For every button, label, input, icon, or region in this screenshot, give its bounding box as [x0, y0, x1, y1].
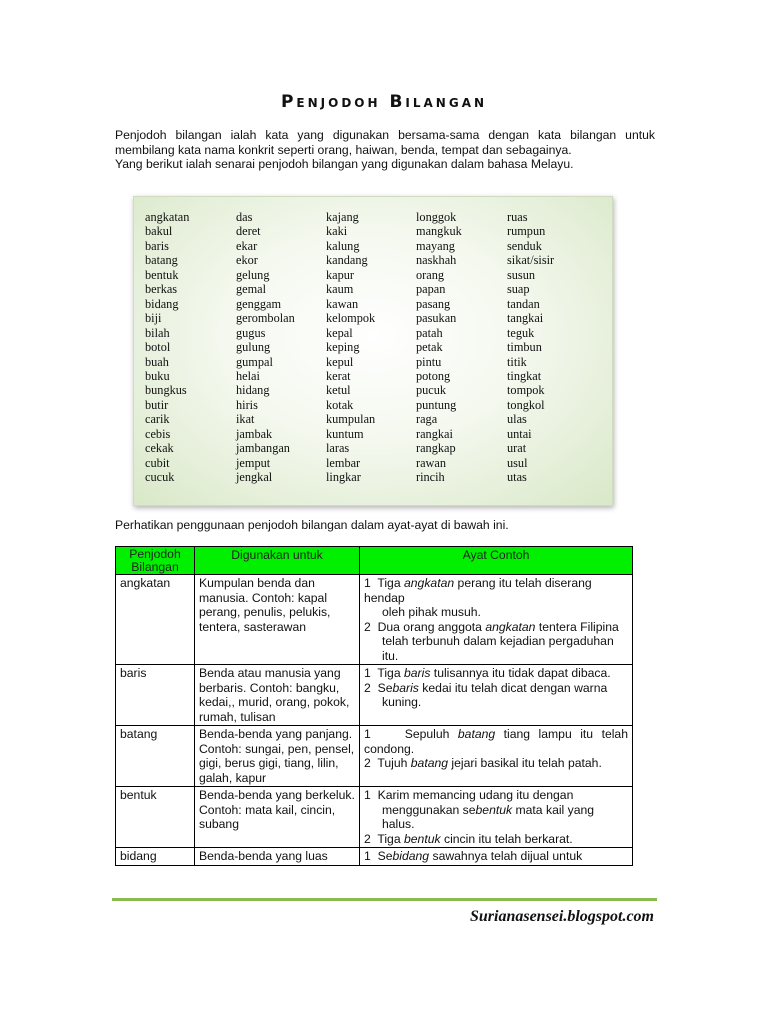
word-item: cebis [145, 426, 171, 441]
word-item: tongkol [507, 397, 545, 412]
word-item: kalung [326, 238, 360, 253]
word-list-box [133, 196, 613, 506]
row-examples [360, 575, 633, 665]
header-digunakan: Digunakan untuk [195, 547, 360, 575]
word-item: rawan [416, 455, 447, 470]
word-item: patah [416, 325, 443, 340]
word-item: hiris [236, 397, 258, 412]
word-item: gugus [236, 325, 266, 340]
table-row [116, 787, 633, 848]
word-item: kaki [326, 224, 348, 239]
word-item: jemput [236, 455, 271, 470]
example-line: 1 Sepuluh batang tiang lampu itu telah condong. [364, 727, 628, 756]
word-item: rincih [416, 470, 445, 485]
example-line: 2 Sebaris kedai itu telah dicat dengan warna [364, 680, 608, 695]
word-item: cubit [145, 455, 170, 470]
word-item: senduk [507, 238, 542, 253]
word-item: kepal [326, 325, 353, 340]
word-item: mayang [416, 238, 455, 253]
row-word: bentuk [116, 787, 195, 848]
word-item: ulas [507, 412, 527, 427]
word-item: longgok [416, 210, 457, 224]
word-item: lembar [326, 455, 361, 470]
word-item: rangkap [416, 441, 456, 456]
intro-text [115, 128, 655, 172]
word-item: mangkuk [416, 224, 462, 239]
word-item: kandang [326, 253, 368, 268]
word-item: usul [507, 455, 528, 470]
usage-table [115, 546, 633, 866]
word-item: kaum [326, 282, 354, 297]
row-examples [360, 726, 633, 787]
word-item: das [236, 210, 253, 224]
row-word: batang [116, 726, 195, 787]
word-item: susun [507, 267, 536, 282]
table-row [116, 848, 633, 866]
word-item: buah [145, 354, 169, 369]
word-item: batang [145, 253, 178, 268]
word-item: jambangan [236, 441, 290, 456]
word-item: kelompok [326, 311, 376, 326]
word-item: helai [236, 368, 260, 383]
example-line: 1 Tiga baris tulisannya itu tidak dapat dibaca. [364, 666, 611, 680]
word-item: ruas [507, 210, 528, 224]
word-item: angkatan [145, 210, 190, 224]
word-item: tangkai [507, 311, 544, 326]
word-item: botol [145, 340, 171, 355]
word-item: teguk [507, 325, 535, 340]
example-line: 2 Tiga bentuk cincin itu telah berkarat. [364, 831, 573, 846]
word-item: potong [416, 368, 451, 383]
word-column-4 [416, 210, 462, 485]
word-item: orang [416, 267, 444, 282]
word-item: sikat/sisir [507, 253, 555, 268]
example-line: 1 Tiga angkatan perang itu telah diserang hendap [364, 576, 592, 605]
word-item: berkas [145, 282, 178, 297]
word-item: ketul [326, 383, 351, 398]
word-item: deret [236, 224, 261, 239]
word-item: pintu [416, 354, 442, 369]
word-item: kapur [326, 267, 354, 282]
table-row [116, 726, 633, 787]
example-line: kuning. [382, 695, 422, 709]
row-usage: Benda-benda yang panjang. Contoh: sungai, pen, pensel, gigi, berus gigi, tiang, lilin, galah, kapur [195, 726, 360, 787]
intro-list-caption: Yang berikut ialah senarai penjodoh bilangan yang digunakan dalam bahasa Melayu. [115, 157, 574, 171]
word-item: kajang [326, 210, 359, 224]
intro-definition: Penjodoh bilangan ialah kata yang digunakan bersama-sama dengan kata bilangan untuk membilang kata nama konkrit seperti orang, haiwan, benda, tempat dan sebagainya. [115, 128, 655, 157]
word-item: baris [145, 238, 169, 253]
row-examples [360, 787, 633, 848]
word-column-1 [145, 210, 189, 485]
table-header-row [116, 547, 633, 575]
word-item: ekar [236, 238, 258, 253]
word-item: bungkus [145, 383, 187, 398]
word-item: bilah [145, 325, 170, 340]
word-item: jengkal [236, 470, 273, 485]
example-line: 2 Tujuh batang jejari basikal itu telah patah. [364, 756, 602, 770]
word-item: kuntum [326, 426, 364, 441]
word-item: pasang [416, 296, 451, 311]
word-item: rumpun [507, 224, 546, 239]
row-usage: Kumpulan benda dan manusia. Contoh: kapal perang, penulis, pelukis, tentera, sasterawan [195, 575, 360, 665]
word-item: buku [145, 368, 170, 383]
word-item: tandan [507, 296, 540, 311]
word-item: kerat [326, 368, 351, 383]
word-item: hidang [236, 383, 270, 398]
row-usage: Benda-benda yang luas [195, 848, 360, 866]
word-item: papan [416, 282, 446, 297]
example-line: 2 Dua orang anggota angkatan tentera Filipina [364, 619, 619, 634]
word-item: tompok [507, 383, 545, 398]
footer-divider [112, 898, 657, 901]
example-line: 1 Sebidang sawahnya telah dijual untuk [364, 849, 583, 863]
word-item: genggam [236, 296, 282, 311]
word-item: timbun [507, 340, 542, 355]
word-column-5 [507, 210, 554, 485]
word-item: kawan [326, 296, 359, 311]
word-item: tingkat [507, 368, 542, 383]
word-item: lingkar [326, 470, 361, 485]
example-line: oleh pihak musuh. [382, 605, 481, 619]
word-item: pucuk [416, 383, 447, 398]
word-column-3 [326, 210, 375, 485]
table-row [116, 665, 633, 726]
example-line: menggunakan sebentuk mata kail yang halus. [382, 802, 595, 831]
footer-blog-url: Surianasensei.blogspot.com [469, 908, 654, 925]
word-item: carik [145, 412, 170, 427]
word-item: laras [326, 441, 350, 456]
row-examples [360, 848, 633, 866]
row-word: angkatan [116, 575, 195, 665]
row-word: baris [116, 665, 195, 726]
word-item: gumpal [236, 354, 273, 369]
word-item: kotak [326, 397, 354, 412]
row-examples [360, 665, 633, 726]
word-item: puntung [416, 397, 457, 412]
table-intro-note: Perhatikan penggunaan penjodoh bilangan dalam ayat-ayat di bawah ini. [115, 518, 509, 532]
word-item: butir [145, 397, 169, 412]
row-usage: Benda atau manusia yang berbaris. Contoh: bangku, kedai,, murid, orang, pokok, rumah, tulisan [195, 665, 360, 726]
word-item: kepul [326, 354, 354, 369]
word-item: biji [145, 311, 162, 326]
word-item: bidang [145, 296, 179, 311]
example-line: 1 Karim memancing udang itu dengan [364, 788, 574, 802]
word-item: gemal [236, 282, 267, 297]
row-usage: Benda-benda yang berkeluk. Contoh: mata kail, cincin, subang [195, 787, 360, 848]
word-item: suap [507, 282, 530, 297]
header-ayat-contoh: Ayat Contoh [360, 547, 633, 575]
word-item: jambak [236, 426, 273, 441]
word-item: utas [507, 470, 527, 485]
word-item: gerombolan [236, 311, 295, 326]
word-item: ikat [236, 412, 255, 427]
word-item: naskhah [416, 253, 457, 268]
word-item: bakul [145, 224, 173, 239]
header-penjodoh: Penjodoh Bilangan [116, 547, 195, 575]
word-item: gulung [236, 340, 271, 355]
word-item: rangkai [416, 426, 453, 441]
word-item: kumpulan [326, 412, 376, 427]
word-item: keping [326, 340, 360, 355]
word-item: raga [416, 412, 438, 427]
word-item: cekak [145, 441, 174, 456]
word-item: gelung [236, 267, 270, 282]
example-line: telah terbunuh dalam kejadian pergaduhan itu. [382, 634, 614, 663]
word-item: bentuk [145, 267, 179, 282]
page-title: Penjodoh Bilangan [280, 92, 488, 112]
word-item: ekor [236, 253, 258, 268]
table-row [116, 575, 633, 665]
word-item: urat [507, 441, 527, 456]
row-word: bidang [116, 848, 195, 866]
word-item: pasukan [416, 311, 457, 326]
word-item: cucuk [145, 470, 175, 485]
word-item: titik [507, 354, 527, 369]
word-column-2 [236, 210, 295, 485]
word-item: petak [416, 340, 443, 355]
word-item: untai [507, 426, 532, 441]
